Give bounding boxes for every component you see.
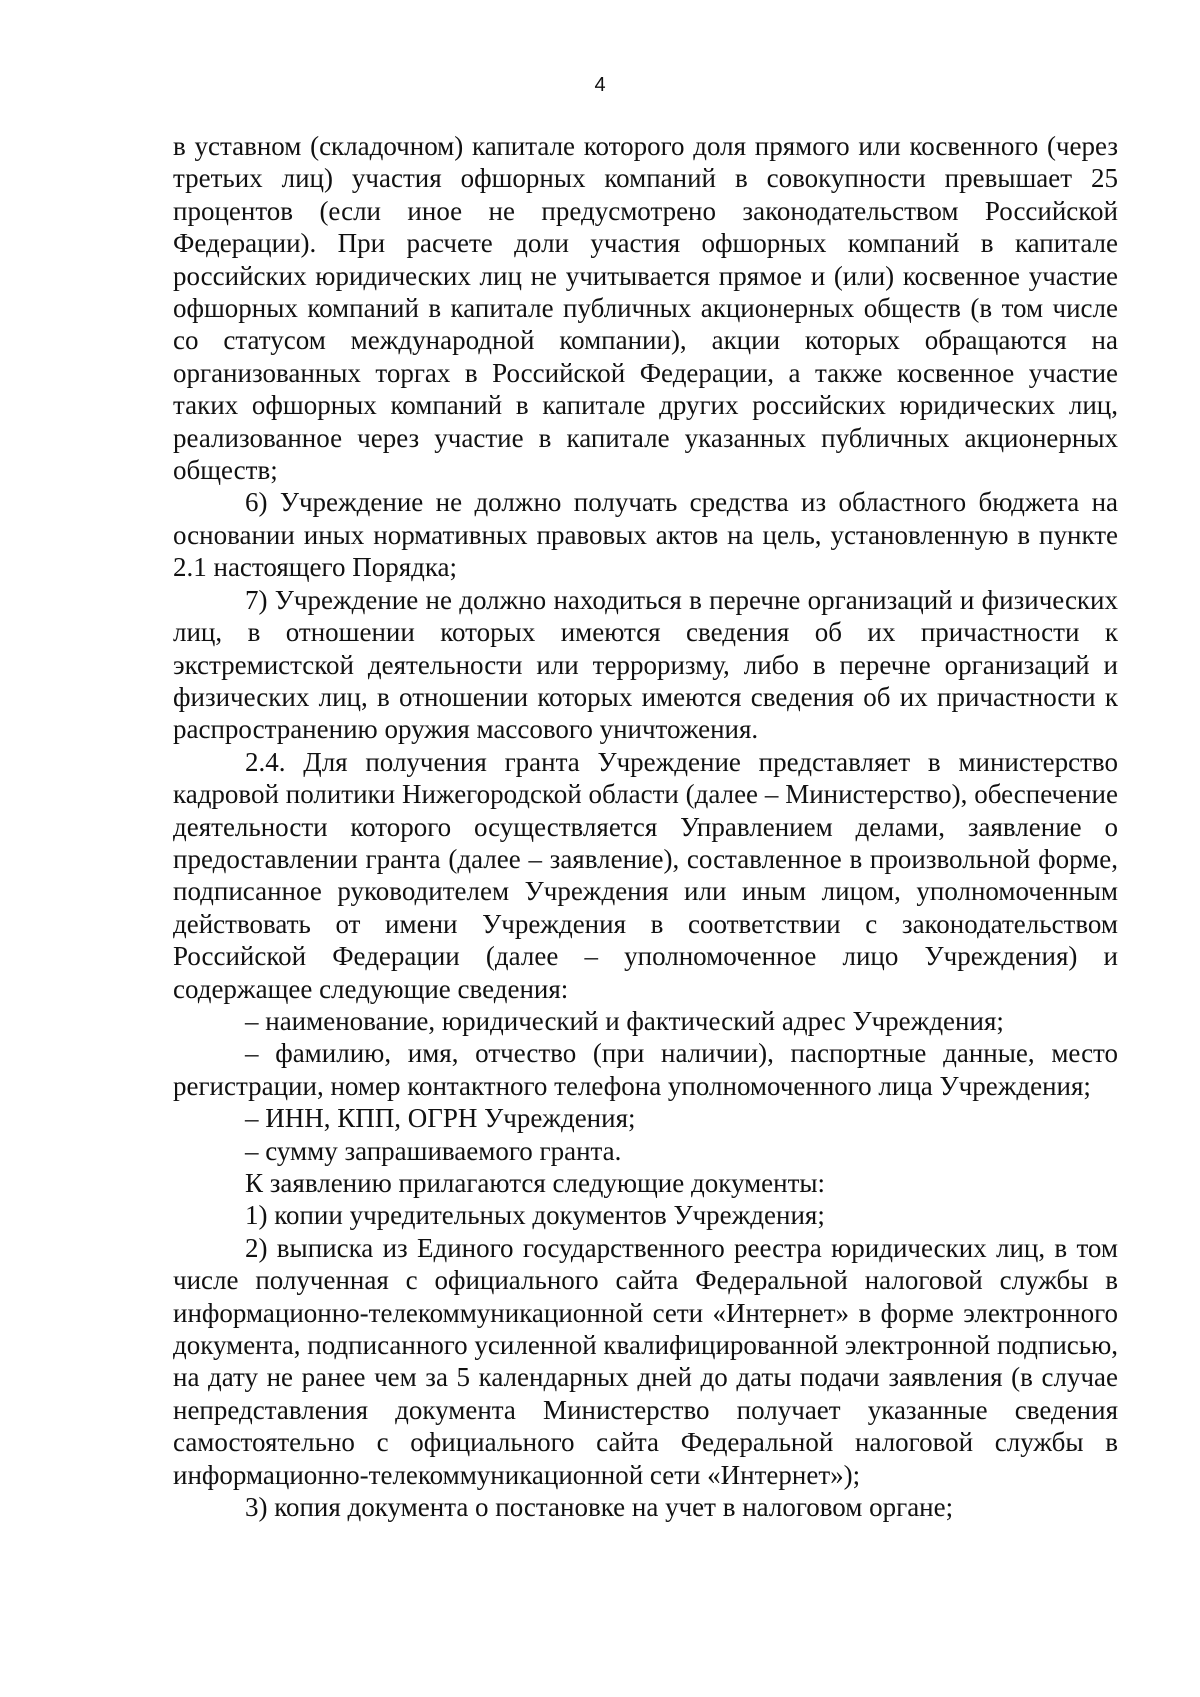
attachment-item-1: 1) копии учредительных документов Учреждения;	[245, 1200, 825, 1231]
list-item-person-details: – фамилию, имя, отчество (при наличии), паспортные данные, место регистрации, номер контактного телефона уполномоченного лица Учреждения;	[173, 1038, 1118, 1101]
list-item-tax-ids: – ИНН, КПП, ОГРН Учреждения;	[245, 1103, 636, 1134]
attachment-item-3: 3) копия документа о постановке на учет в налоговом органе;	[245, 1492, 954, 1523]
paragraph-item-6: 6) Учреждение не должно получать средства из областного бюджета на основании иных нормативных правовых актов на цель, установленную в пункте 2.1 настоящего Порядка;	[173, 487, 1118, 583]
paragraph-offshore-continuation: в уставном (складочном) капитале которого доля прямого или косвенного (через третьих лиц) участия офшорных компаний в совокупности превышает 25 процентов (если иное не предусмотрено законодательством Российской Федерации). При расчете доли участия офшорных компаний в капитале российских юридических лиц не учитывается прямое и (или) косвенное участие офшорных компаний в капитале публичных акционерных обществ (в том числе со статусом международной компании), акции которых обращаются на организованных торгах в Российской Федерации, а также косвенное участие таких офшорных компаний в капитале других российских юридических лиц, реализованное через участие в капитале указанных публичных акционерных обществ;	[173, 131, 1118, 486]
document-body	[173, 130, 1118, 1523]
paragraph-item-7: 7) Учреждение не должно находиться в перечне организаций и физических лиц, в отношении которых имеются сведения об их причастности к экстремистской деятельности или терроризму, либо в перечне организаций и физических лиц, в отношении которых имеются сведения об их причастности к распространению оружия массового уничтожения.	[173, 584, 1118, 745]
page-number: 4	[594, 74, 606, 96]
attachment-item-2: 2) выписка из Единого государственного реестра юридических лиц, в том числе полученная с официального сайта Федеральной налоговой службы в информационно-телекоммуникационной сети «Интернет» в форме электронного документа, подписанного усиленной квалифицированной электронной подписью, на дату не ранее чем за 5 календарных дней до даты подачи заявления (в случае непредставления документа Министерство получает указанные сведения самостоятельно с официального сайта Федеральной налоговой службы в информационно-телекоммуникационной сети «Интернет»);	[173, 1232, 1118, 1490]
paragraph-attachments-intro: К заявлению прилагаются следующие документы:	[245, 1168, 826, 1198]
list-item-grant-amount: – сумму запрашиваемого гранта.	[245, 1135, 622, 1166]
list-item-name-address: – наименование, юридический и фактический адрес Учреждения;	[245, 1005, 1004, 1036]
paragraph-section-2-4: 2.4. Для получения гранта Учреждение представляет в министерство кадровой политики Нижегородской области (далее – Министерство), обеспечение деятельности которого осуществляется Управлением делами, заявление о предоставлении гранта (далее – заявление), составленное в произвольной форме, подписанное руководителем Учреждения или иным лицом, уполномоченным действовать от имени Учреждения в соответствии с законодательством Российской Федерации (далее – уполномоченное лицо Учреждения) и содержащее следующие сведения:	[173, 746, 1118, 1004]
